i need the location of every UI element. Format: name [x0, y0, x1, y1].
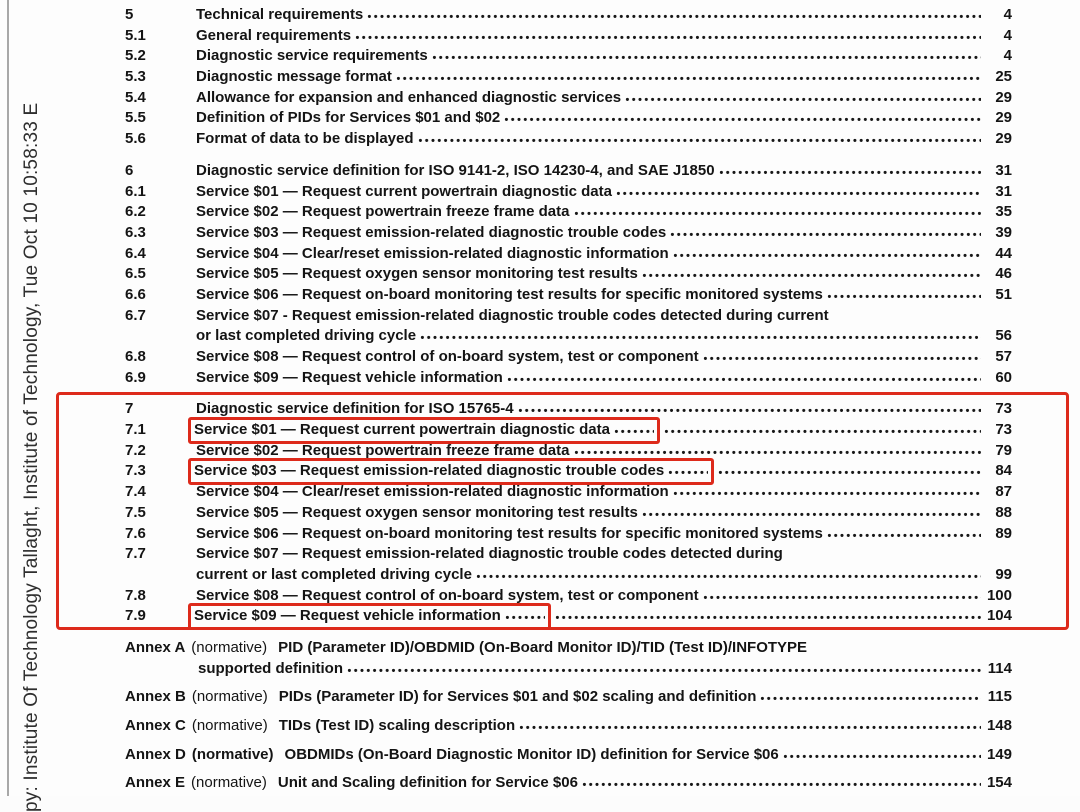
entry-page: 84 [995, 462, 1012, 480]
annex-label: Annex B [125, 688, 186, 706]
annotation-box [188, 603, 551, 630]
dot-leader [760, 696, 981, 701]
entry-title: Diagnostic service definition for ISO 15765-4 [196, 400, 514, 418]
entry-title: Diagnostic message format [196, 68, 392, 86]
toc-entry [125, 420, 1012, 441]
entry-number: 6.5 [125, 265, 146, 283]
entry-title: Service $06 — Request on-board monitoring test results for specific monitored systems [196, 524, 823, 542]
annex-title: OBDMIDs (On-Board Diagnostic Monitor ID) definition for Service $06 [284, 745, 779, 763]
dot-leader [625, 97, 981, 102]
entry-page: 73 [995, 400, 1012, 418]
dot-leader [519, 725, 981, 730]
entry-title: Service $09 — Request vehicle information [194, 607, 501, 625]
dot-leader [347, 668, 981, 673]
annex-row [125, 716, 1012, 737]
entry-page: 79 [995, 441, 1012, 459]
entry-title: Service $03 — Request emission-related diagnostic trouble codes [196, 223, 667, 241]
toc-entry [125, 524, 1012, 545]
entry-page: 73 [995, 421, 1012, 439]
entry-number: 6.2 [125, 203, 146, 221]
toc-entry-continuation [125, 326, 1012, 347]
entry-number: 7.2 [125, 441, 146, 459]
dot-leader [673, 253, 981, 258]
dot-leader [642, 512, 981, 517]
entry-title: Service $07 - Request emission-related diagnostic trouble codes detected during current [196, 306, 829, 324]
table-of-contents [125, 5, 1012, 794]
entry-page: 114 [987, 659, 1012, 677]
entry-page: 31 [995, 182, 1012, 200]
annex-title-line2: supported definition [198, 659, 343, 677]
annex-row-continuation [198, 659, 1012, 680]
entry-title: Format of data to be displayed [196, 130, 414, 148]
entry-page: 4 [1003, 26, 1012, 44]
toc-entry-continuation [125, 565, 1012, 586]
toc-entry [125, 285, 1012, 306]
section-5 [125, 5, 1012, 150]
dot-leader [719, 170, 981, 175]
dot-leader [504, 117, 981, 122]
dot-leader [668, 470, 708, 475]
entry-number: 6 [125, 161, 134, 179]
section-7 [125, 399, 1012, 627]
license-watermark: py: Institute Of Technology Tallaght, Institute of Technology, Tue Oct 10 10:58:33 E [21, 102, 42, 812]
entry-number: 7.8 [125, 586, 146, 604]
toc-entry [125, 161, 1012, 182]
entry-title: Service $04 — Clear/reset emission-related diagnostic information [196, 483, 669, 501]
dot-leader [670, 232, 981, 237]
entry-title: General requirements [196, 26, 352, 44]
dot-leader [574, 211, 982, 216]
entry-title: Definition of PIDs for Services $01 and $02 [196, 109, 501, 127]
dot-leader [783, 754, 981, 759]
entry-page: 39 [995, 223, 1012, 241]
entry-page: 60 [995, 368, 1012, 386]
entry-page: 31 [995, 161, 1012, 179]
toc-entry [125, 46, 1012, 67]
entry-title: Service $03 — Request emission-related diagnostic trouble codes [194, 462, 665, 480]
annex-label: Annex C [125, 717, 186, 734]
entry-title: Service $06 — Request on-board monitoring test results for specific monitored systems [196, 285, 823, 303]
toc-entry [125, 503, 1012, 524]
annex-row [125, 773, 1012, 794]
entry-title: Diagnostic service requirements [196, 47, 428, 65]
toc-entry [125, 129, 1012, 150]
entry-page: 104 [986, 607, 1012, 625]
entry-number: 7.6 [125, 524, 146, 542]
annex-label: Annex D [125, 745, 186, 763]
annex-row [125, 638, 1012, 659]
annex-title: PIDs (Parameter ID) for Services $01 and $02 scaling and definition [278, 688, 757, 706]
dot-leader [507, 377, 981, 382]
dot-leader [574, 450, 982, 455]
dot-leader [616, 191, 981, 196]
toc-entry [125, 264, 1012, 285]
toc-entry [125, 482, 1012, 503]
entry-number: 6.8 [125, 348, 146, 365]
entry-number: 5.5 [125, 109, 146, 127]
entry-page: 57 [995, 348, 1012, 365]
toc-entry [125, 5, 1012, 26]
annex-title: TIDs (Test ID) scaling description [278, 717, 516, 734]
entry-title: Service $05 — Request oxygen sensor monitoring test results [196, 503, 638, 521]
dot-leader [432, 55, 981, 60]
dot-leader [703, 595, 981, 600]
annotation-box [188, 458, 714, 485]
entry-number: 6.1 [125, 182, 146, 200]
entry-page: 4 [1003, 6, 1012, 23]
entry-title: Diagnostic service definition for ISO 9141-2, ISO 14230-4, and SAE J1850 [196, 161, 715, 179]
entry-title: Service $02 — Request powertrain freeze frame data [196, 441, 570, 459]
annex-normative: (normative) [191, 717, 268, 734]
entry-page: 29 [995, 109, 1012, 127]
entry-number: 6.9 [125, 368, 146, 386]
toc-entry [125, 368, 1012, 389]
dot-leader [827, 533, 981, 538]
entry-title: Service $07 — Request emission-related diagnostic trouble codes detected during [196, 545, 783, 563]
toc-entry [125, 202, 1012, 223]
entry-number: 7.7 [125, 545, 146, 563]
entry-page: 100 [986, 586, 1012, 604]
entry-title: Service $08 — Request control of on-board system, test or component [196, 348, 699, 365]
annex-normative: (normative) [191, 774, 267, 792]
entry-number: 5 [125, 6, 134, 23]
dot-leader [518, 408, 981, 413]
annotation-box [188, 417, 660, 444]
annex-entry [125, 745, 1012, 766]
dot-leader [703, 356, 981, 361]
entry-number: 6.7 [125, 306, 146, 324]
annex-title: Unit and Scaling definition for Service $06 [277, 774, 578, 792]
annex-normative: (normative) [191, 638, 268, 656]
entry-page: 56 [995, 327, 1012, 345]
entry-page: 115 [987, 688, 1012, 706]
annex-entry [125, 773, 1012, 794]
entry-page: 29 [995, 88, 1012, 106]
entry-title: Service $09 — Request vehicle information [196, 368, 503, 386]
left-margin-line [7, 0, 9, 796]
entry-number: 7.4 [125, 483, 146, 501]
toc-entry [125, 88, 1012, 109]
entry-title: Service $01 — Request current powertrain diagnostic data [196, 182, 612, 200]
dot-leader [355, 35, 981, 40]
entry-page: 148 [986, 717, 1012, 734]
entry-page: 29 [995, 130, 1012, 148]
toc-entry [125, 606, 1012, 627]
dot-leader [673, 491, 981, 496]
entry-page: 35 [995, 203, 1012, 221]
entry-title: Service $08 — Request control of on-board system, test or component [196, 586, 699, 604]
annex-title: PID (Parameter ID)/OBDMID (On-Board Monitor ID)/TID (Test ID)/INFOTYPE [278, 638, 808, 656]
dot-leader [582, 782, 981, 787]
dot-leader [827, 294, 981, 299]
entry-number: 5.4 [125, 88, 146, 106]
dot-leader [367, 14, 981, 19]
entry-number: 6.6 [125, 285, 146, 303]
entry-number: 6.3 [125, 223, 146, 241]
entry-page: 25 [995, 68, 1012, 86]
entry-title-line2: current or last completed driving cycle [196, 565, 472, 583]
entry-page: 154 [986, 774, 1012, 792]
entry-page: 4 [1003, 47, 1012, 65]
entry-number: 7.1 [125, 421, 146, 439]
entry-title-line2: or last completed driving cycle [196, 327, 417, 345]
entry-title: Service $05 — Request oxygen sensor monitoring test results [196, 265, 638, 283]
entry-page: 88 [995, 503, 1012, 521]
dot-leader [614, 429, 654, 434]
toc-entry [125, 306, 1012, 327]
toc-entry [125, 244, 1012, 265]
dot-leader [505, 615, 545, 620]
entry-page: 44 [995, 244, 1012, 262]
annex-label: Annex E [125, 774, 186, 792]
annex-entry [125, 687, 1012, 708]
annex-normative: (normative) [191, 688, 268, 706]
annex-label: Annex A [125, 638, 186, 656]
entry-title: Service $01 — Request current powertrain diagnostic data [194, 421, 610, 439]
entry-page: 149 [986, 745, 1012, 763]
annex-row [125, 745, 1012, 766]
entry-number: 5.1 [125, 26, 146, 44]
toc-entry [125, 544, 1012, 565]
toc-entry [125, 223, 1012, 244]
entry-number: 7.3 [125, 462, 146, 480]
entry-page: 87 [995, 483, 1012, 501]
entry-title: Service $02 — Request powertrain freeze frame data [196, 203, 570, 221]
toc-entry [125, 108, 1012, 129]
toc-entry [125, 67, 1012, 88]
dot-leader [664, 429, 981, 434]
entry-number: 7 [125, 400, 134, 418]
entry-title: Service $04 — Clear/reset emission-related diagnostic information [196, 244, 669, 262]
entry-number: 7.5 [125, 503, 146, 521]
annex-row [125, 687, 1012, 708]
annex-normative: (normative) [191, 745, 274, 763]
toc-entry [125, 182, 1012, 203]
dot-leader [555, 615, 981, 620]
dot-leader [420, 335, 981, 340]
dot-leader [642, 273, 981, 278]
dot-leader [396, 76, 981, 81]
entry-number: 5.2 [125, 47, 146, 65]
entry-page: 51 [995, 285, 1012, 303]
entry-page: 99 [995, 565, 1012, 583]
dot-leader [476, 574, 981, 579]
entry-number: 6.4 [125, 244, 146, 262]
toc-entry [125, 461, 1012, 482]
entry-number: 7.9 [125, 607, 146, 625]
annex-entry [125, 638, 1012, 679]
entry-page: 46 [995, 265, 1012, 283]
annex-entry [125, 716, 1012, 737]
entry-title: Allowance for expansion and enhanced diagnostic services [196, 88, 622, 106]
entry-number: 5.3 [125, 68, 146, 86]
entry-page: 89 [995, 524, 1012, 542]
toc-entry [125, 347, 1012, 368]
entry-title: Technical requirements [196, 6, 364, 23]
entry-number: 5.6 [125, 130, 146, 148]
toc-entry [125, 26, 1012, 47]
dot-leader [718, 470, 981, 475]
dot-leader [418, 138, 981, 143]
section-6 [125, 161, 1012, 389]
